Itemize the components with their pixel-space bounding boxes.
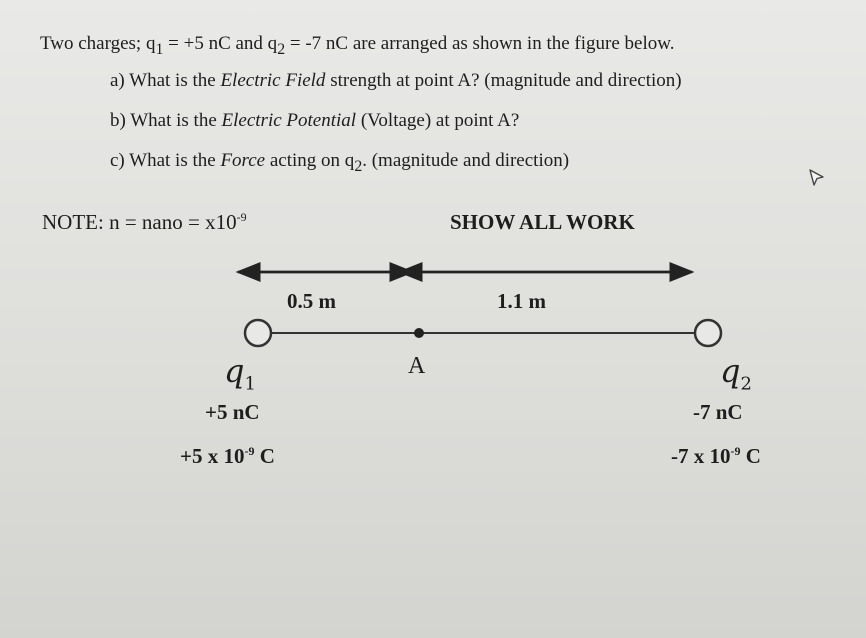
distance-label-2: 1.1 m bbox=[497, 289, 546, 313]
q2-symbol: $q_2$ bbox=[720, 352, 752, 395]
charge-q1-circle bbox=[245, 320, 271, 346]
question-part-c: c) What is the Force acting on $q_2$. (magnitude and direction) bbox=[110, 150, 570, 175]
point-a-label: A bbox=[408, 353, 426, 379]
mouse-pointer-icon bbox=[808, 168, 826, 193]
note-text: NOTE: n = nano = $x10^{-9}$ bbox=[42, 210, 247, 234]
show-all-work: SHOW ALL WORK bbox=[450, 210, 635, 234]
point-a-dot bbox=[414, 328, 424, 338]
q1-symbol: $q_1$ bbox=[224, 352, 256, 395]
q1-value: +5 nC bbox=[205, 400, 260, 424]
question-part-a: a) What is the Electric Field strength at point A? (magnitude and direction) bbox=[110, 70, 682, 91]
charge-q2-circle bbox=[695, 320, 721, 346]
question-part-b: b) What is the Electric Potential (Voltage) at point A? bbox=[110, 110, 520, 131]
q1-scientific: +5 x $10^{-9}$ C bbox=[180, 444, 275, 468]
question-intro: Two charges; $q_1 = +5$ nC and $q_2 = -7$ nC are arranged as shown in the figure below. bbox=[40, 33, 675, 58]
q2-value: -7 nC bbox=[693, 400, 743, 424]
q2-scientific: -7 x $10^{-9}$ C bbox=[671, 444, 761, 468]
distance-label-1: 0.5 m bbox=[287, 289, 336, 313]
